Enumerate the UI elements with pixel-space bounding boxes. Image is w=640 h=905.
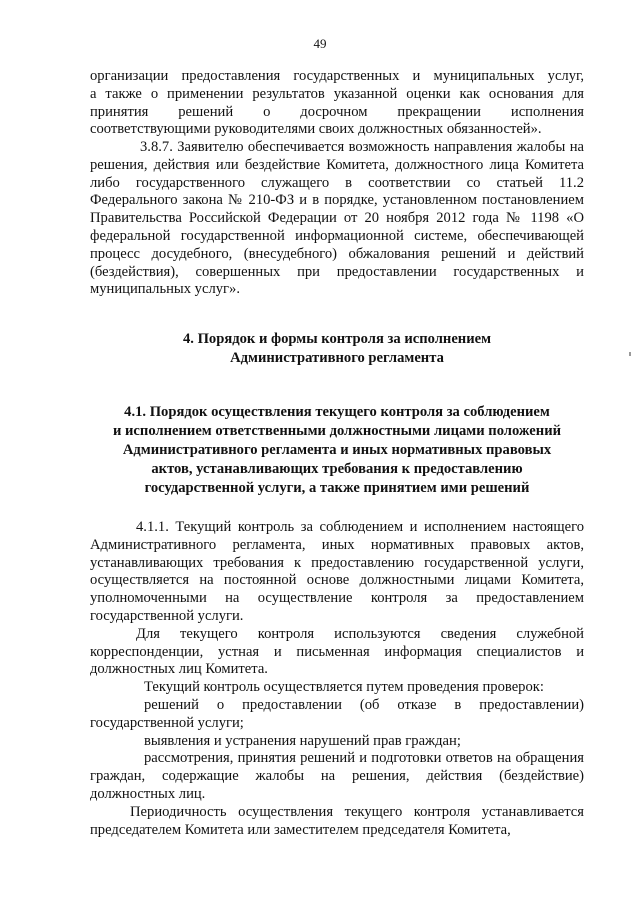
page-number: 49 (313, 36, 327, 51)
paragraph-check-decisions: решений о предоставлении (об отказе в предоставлении) государственной услуги; (90, 696, 584, 731)
paragraph-check-responses: рассмотрения, принятия решений и подготовки ответов на обращения граждан, содержащие жалобы на решения, действия (бездействие) должностных лиц. (90, 750, 584, 802)
section-4-1-body (90, 519, 584, 839)
section-4-heading (90, 330, 584, 368)
section-4-1-title-line: 4.1. Порядок осуществления текущего контроля за соблюдением (124, 404, 550, 420)
continuation-paragraph (90, 68, 584, 139)
continuation-line: организации предоставления государственных и муниципальных услуг, (90, 68, 584, 84)
section-4-title-line: 4. Порядок и формы контроля за исполнением (182, 331, 492, 347)
paragraph-sources: Для текущего контроля используются сведения служебной корреспонденции, устная и письменная информация специалистов и должностных лиц Комитета. (90, 625, 584, 678)
clause-3-8-7-text: 3.8.7. Заявителю обеспечивается возможность направления жалобы на решения, действия или бездействие Комитета, должностного лица Комитета либо государственного служащего в соответствии со статьей 11.2 Федерального закона № 210-ФЗ и в порядке, установленном постановлением Правительства Российской Федерации от 20 ноября 2012 года № 1198 «О федеральной государственной информационной системе, обеспечивающей процесс досудебного, (внесудебного) обжалования решений и действий (бездействия), совершенных при предоставлении государственных и муниципальных услуг». (90, 139, 584, 298)
continuation-line: а также о применении результатов указанной оценки как основания для (90, 85, 584, 102)
clause-3-8-7 (90, 139, 584, 299)
paragraph-check-violations: выявления и устранения нарушений прав граждан; (144, 732, 461, 749)
section-4-title-line: Административного регламента (230, 350, 444, 366)
continuation-line: принятия решений о досрочном прекращении исполнения (90, 103, 584, 120)
section-4-1-title-line: и исполнением ответственными должностными лицами положений (112, 423, 562, 439)
section-4-1-title-line: Административного регламента и иных нормативных правовых (122, 442, 552, 458)
scan-margin-mark (629, 352, 631, 356)
paragraph-checks-intro: Текущий контроль осуществляется путем проведения проверок: (144, 679, 544, 696)
paragraph-periodicity: Периодичность осуществления текущего контроля устанавливается председателем Комитета или заместителем председателя Комитета, (90, 803, 584, 838)
section-4-1-heading (90, 403, 584, 498)
continuation-line: соответствующими руководителями своих должностных обязанностей». (90, 121, 542, 138)
section-4-1-title-line: актов, устанавливающих требования к предоставлению (151, 461, 523, 477)
paragraph-4-1-1: 4.1.1. Текущий контроль за соблюдением и исполнением настоящего Административного регламента, иных нормативных правовых актов, устанавливающих требования к предоставлению государственной услуги, осуществляется на постоянной основе должностными лицами Комитета, уполномоченными на осуществление контроля за предоставлением государственной услуги. (90, 519, 584, 624)
section-4-1-title-line: государственной услуги, а также принятием ими решений (144, 480, 530, 496)
